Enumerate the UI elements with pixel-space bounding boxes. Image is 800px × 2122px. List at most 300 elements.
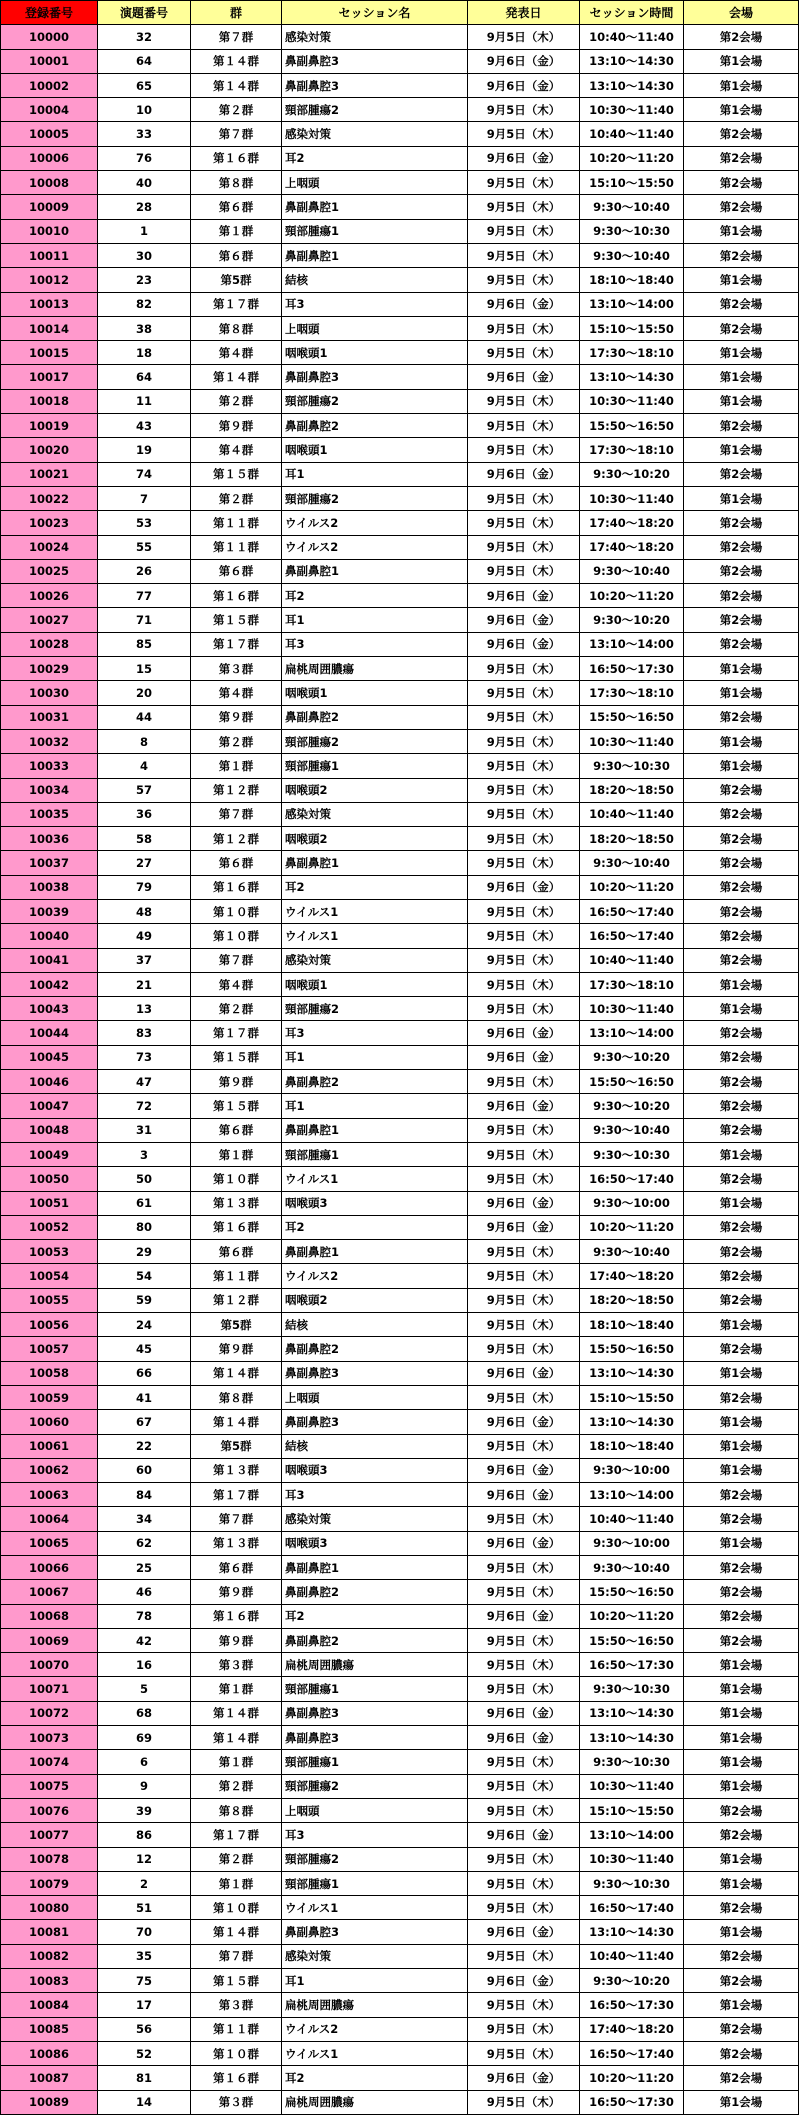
session-name-cell[interactable]: ウイルス1 <box>282 2041 468 2065</box>
session-name-cell[interactable]: 咽喉頭2 <box>282 827 468 851</box>
registration-number-cell[interactable]: 10073 <box>1 1726 98 1750</box>
registration-number-cell[interactable]: 10010 <box>1 219 98 243</box>
session-name-cell[interactable]: 咽喉頭1 <box>282 681 468 705</box>
abstract-number-cell[interactable]: 20 <box>98 681 191 705</box>
venue-cell[interactable]: 第1会場 <box>684 657 799 681</box>
registration-number-cell[interactable]: 10087 <box>1 2066 98 2090</box>
abstract-number-cell[interactable]: 52 <box>98 2041 191 2065</box>
presentation-date-cell[interactable]: 9月5日（木） <box>468 1313 580 1337</box>
session-time-cell[interactable]: 9:30～10:40 <box>580 1556 684 1580</box>
presentation-date-cell[interactable]: 9月5日（木） <box>468 802 580 826</box>
presentation-date-cell[interactable]: 9月6日（金） <box>468 875 580 899</box>
session-time-cell[interactable]: 9:30～10:00 <box>580 1191 684 1215</box>
session-name-cell[interactable]: ウイルス2 <box>282 2017 468 2041</box>
registration-number-cell[interactable]: 10045 <box>1 1045 98 1069</box>
session-name-cell[interactable]: 扁桃周囲膿瘍 <box>282 1993 468 2017</box>
registration-number-cell[interactable]: 10038 <box>1 875 98 899</box>
abstract-number-cell[interactable]: 36 <box>98 802 191 826</box>
presentation-date-cell[interactable]: 9月5日（木） <box>468 729 580 753</box>
session-time-cell[interactable]: 10:30～11:40 <box>580 1774 684 1798</box>
session-name-cell[interactable]: 耳3 <box>282 292 468 316</box>
abstract-number-cell[interactable]: 83 <box>98 1021 191 1045</box>
venue-cell[interactable]: 第1会場 <box>684 1410 799 1434</box>
session-time-cell[interactable]: 10:40～11:40 <box>580 1507 684 1531</box>
abstract-number-cell[interactable]: 26 <box>98 559 191 583</box>
registration-number-cell[interactable]: 10061 <box>1 1434 98 1458</box>
venue-cell[interactable]: 第1会場 <box>684 268 799 292</box>
presentation-date-cell[interactable]: 9月6日（金） <box>468 1701 580 1725</box>
group-cell[interactable]: 第４群 <box>191 438 282 462</box>
presentation-date-cell[interactable]: 9月6日（金） <box>468 1021 580 1045</box>
session-time-cell[interactable]: 10:30～11:40 <box>580 1847 684 1871</box>
abstract-number-cell[interactable]: 29 <box>98 1240 191 1264</box>
presentation-date-cell[interactable]: 9月6日（金） <box>468 584 580 608</box>
group-cell[interactable]: 第１１群 <box>191 1264 282 1288</box>
group-cell[interactable]: 第１群 <box>191 219 282 243</box>
venue-cell[interactable]: 第2会場 <box>684 948 799 972</box>
venue-cell[interactable]: 第1会場 <box>684 49 799 73</box>
venue-cell[interactable]: 第1会場 <box>684 1774 799 1798</box>
abstract-number-cell[interactable]: 30 <box>98 243 191 267</box>
registration-number-cell[interactable]: 10041 <box>1 948 98 972</box>
venue-cell[interactable]: 第1会場 <box>684 1920 799 1944</box>
session-name-cell[interactable]: ウイルス2 <box>282 511 468 535</box>
presentation-date-cell[interactable]: 9月5日（木） <box>468 1240 580 1264</box>
presentation-date-cell[interactable]: 9月5日（木） <box>468 1118 580 1142</box>
session-time-cell[interactable]: 10:30～11:40 <box>580 98 684 122</box>
abstract-number-cell[interactable]: 10 <box>98 98 191 122</box>
session-name-cell[interactable]: 鼻副鼻腔3 <box>282 365 468 389</box>
session-time-cell[interactable]: 18:20～18:50 <box>580 827 684 851</box>
venue-cell[interactable]: 第1会場 <box>684 754 799 778</box>
abstract-number-cell[interactable]: 39 <box>98 1798 191 1822</box>
registration-number-cell[interactable]: 10075 <box>1 1774 98 1798</box>
registration-number-cell[interactable]: 10059 <box>1 1385 98 1409</box>
abstract-number-cell[interactable]: 17 <box>98 1993 191 2017</box>
venue-cell[interactable]: 第2会場 <box>684 414 799 438</box>
presentation-date-cell[interactable]: 9月5日（木） <box>468 778 580 802</box>
venue-cell[interactable]: 第2会場 <box>684 146 799 170</box>
session-time-cell[interactable]: 17:40～18:20 <box>580 511 684 535</box>
abstract-number-cell[interactable]: 67 <box>98 1410 191 1434</box>
venue-cell[interactable]: 第2会場 <box>684 1944 799 1968</box>
presentation-date-cell[interactable]: 9月5日（木） <box>468 414 580 438</box>
venue-cell[interactable]: 第2会場 <box>684 559 799 583</box>
presentation-date-cell[interactable]: 9月5日（木） <box>468 972 580 996</box>
venue-cell[interactable]: 第1会場 <box>684 486 799 510</box>
abstract-number-cell[interactable]: 28 <box>98 195 191 219</box>
session-time-cell[interactable]: 16:50～17:30 <box>580 1993 684 2017</box>
session-time-cell[interactable]: 13:10～14:00 <box>580 1483 684 1507</box>
group-cell[interactable]: 第９群 <box>191 1580 282 1604</box>
registration-number-cell[interactable]: 10083 <box>1 1969 98 1993</box>
registration-number-cell[interactable]: 10047 <box>1 1094 98 1118</box>
session-name-cell[interactable]: 耳3 <box>282 632 468 656</box>
session-name-cell[interactable]: 頸部腫瘍1 <box>282 1142 468 1166</box>
registration-number-cell[interactable]: 10071 <box>1 1677 98 1701</box>
venue-cell[interactable]: 第2会場 <box>684 1823 799 1847</box>
presentation-date-cell[interactable]: 9月5日（木） <box>468 1774 580 1798</box>
presentation-date-cell[interactable]: 9月5日（木） <box>468 1385 580 1409</box>
session-time-cell[interactable]: 17:40～18:20 <box>580 2017 684 2041</box>
abstract-number-cell[interactable]: 24 <box>98 1313 191 1337</box>
group-cell[interactable]: 第１１群 <box>191 535 282 559</box>
session-time-cell[interactable]: 10:30～11:40 <box>580 729 684 753</box>
abstract-number-cell[interactable]: 42 <box>98 1628 191 1652</box>
venue-cell[interactable]: 第2会場 <box>684 243 799 267</box>
abstract-number-cell[interactable]: 61 <box>98 1191 191 1215</box>
presentation-date-cell[interactable]: 9月6日（金） <box>468 49 580 73</box>
session-name-cell[interactable]: 頸部腫瘍2 <box>282 486 468 510</box>
registration-number-cell[interactable]: 10055 <box>1 1288 98 1312</box>
registration-number-cell[interactable]: 10074 <box>1 1750 98 1774</box>
presentation-date-cell[interactable]: 9月6日（金） <box>468 1215 580 1239</box>
presentation-date-cell[interactable]: 9月5日（木） <box>468 1434 580 1458</box>
registration-number-cell[interactable]: 10069 <box>1 1628 98 1652</box>
group-cell[interactable]: 第８群 <box>191 1798 282 1822</box>
venue-cell[interactable]: 第2会場 <box>684 1507 799 1531</box>
session-time-cell[interactable]: 16:50～17:40 <box>580 899 684 923</box>
abstract-number-cell[interactable]: 34 <box>98 1507 191 1531</box>
venue-cell[interactable]: 第1会場 <box>684 1847 799 1871</box>
registration-number-cell[interactable]: 10012 <box>1 268 98 292</box>
registration-number-cell[interactable]: 10009 <box>1 195 98 219</box>
venue-cell[interactable]: 第1会場 <box>684 438 799 462</box>
registration-number-cell[interactable]: 10033 <box>1 754 98 778</box>
presentation-date-cell[interactable]: 9月5日（木） <box>468 25 580 49</box>
registration-number-cell[interactable]: 10082 <box>1 1944 98 1968</box>
venue-cell[interactable]: 第2会場 <box>684 778 799 802</box>
group-cell[interactable]: 第１６群 <box>191 584 282 608</box>
group-cell[interactable]: 第１５群 <box>191 462 282 486</box>
abstract-number-cell[interactable]: 62 <box>98 1531 191 1555</box>
registration-number-cell[interactable]: 10019 <box>1 414 98 438</box>
session-time-cell[interactable]: 18:20～18:50 <box>580 778 684 802</box>
group-cell[interactable]: 第１５群 <box>191 1969 282 1993</box>
session-time-cell[interactable]: 13:10～14:30 <box>580 49 684 73</box>
session-name-cell[interactable]: 扁桃周囲膿瘍 <box>282 657 468 681</box>
registration-number-cell[interactable]: 10066 <box>1 1556 98 1580</box>
registration-number-cell[interactable]: 10079 <box>1 1871 98 1895</box>
presentation-date-cell[interactable]: 9月5日（木） <box>468 122 580 146</box>
presentation-date-cell[interactable]: 9月5日（木） <box>468 924 580 948</box>
group-cell[interactable]: 第４群 <box>191 681 282 705</box>
venue-cell[interactable]: 第1会場 <box>684 1677 799 1701</box>
abstract-number-cell[interactable]: 50 <box>98 1167 191 1191</box>
abstract-number-cell[interactable]: 60 <box>98 1458 191 1482</box>
registration-number-cell[interactable]: 10025 <box>1 559 98 583</box>
session-name-cell[interactable]: 鼻副鼻腔3 <box>282 49 468 73</box>
abstract-number-cell[interactable]: 7 <box>98 486 191 510</box>
presentation-date-cell[interactable]: 9月6日（金） <box>468 1531 580 1555</box>
group-cell[interactable]: 第１０群 <box>191 2041 282 2065</box>
registration-number-cell[interactable]: 10000 <box>1 25 98 49</box>
session-time-cell[interactable]: 9:30～10:40 <box>580 1118 684 1142</box>
session-time-cell[interactable]: 15:50～16:50 <box>580 1628 684 1652</box>
presentation-date-cell[interactable]: 9月5日（木） <box>468 389 580 413</box>
presentation-date-cell[interactable]: 9月5日（木） <box>468 98 580 122</box>
session-time-cell[interactable]: 15:50～16:50 <box>580 1070 684 1094</box>
registration-number-cell[interactable]: 10034 <box>1 778 98 802</box>
presentation-date-cell[interactable]: 9月5日（木） <box>468 511 580 535</box>
session-name-cell[interactable]: 咽喉頭1 <box>282 972 468 996</box>
registration-number-cell[interactable]: 10070 <box>1 1653 98 1677</box>
session-name-cell[interactable]: 感染対策 <box>282 25 468 49</box>
abstract-number-cell[interactable]: 11 <box>98 389 191 413</box>
group-cell[interactable]: 第１２群 <box>191 1288 282 1312</box>
session-name-cell[interactable]: 耳2 <box>282 875 468 899</box>
session-time-cell[interactable]: 13:10～14:30 <box>580 1701 684 1725</box>
session-name-cell[interactable]: 鼻副鼻腔3 <box>282 1726 468 1750</box>
venue-cell[interactable]: 第2会場 <box>684 1896 799 1920</box>
group-cell[interactable]: 第１７群 <box>191 632 282 656</box>
abstract-number-cell[interactable]: 64 <box>98 365 191 389</box>
session-name-cell[interactable]: 頸部腫瘍1 <box>282 219 468 243</box>
presentation-date-cell[interactable]: 9月5日（木） <box>468 1337 580 1361</box>
session-name-cell[interactable]: 鼻副鼻腔1 <box>282 559 468 583</box>
group-cell[interactable]: 第5群 <box>191 268 282 292</box>
session-name-cell[interactable]: 咽喉頭3 <box>282 1191 468 1215</box>
group-cell[interactable]: 第１７群 <box>191 1823 282 1847</box>
registration-number-cell[interactable]: 10014 <box>1 316 98 340</box>
presentation-date-cell[interactable]: 9月5日（木） <box>468 2041 580 2065</box>
registration-number-cell[interactable]: 10001 <box>1 49 98 73</box>
presentation-date-cell[interactable]: 9月5日（木） <box>468 1070 580 1094</box>
group-cell[interactable]: 第１０群 <box>191 899 282 923</box>
group-cell[interactable]: 第９群 <box>191 1337 282 1361</box>
registration-number-cell[interactable]: 10032 <box>1 729 98 753</box>
session-name-cell[interactable]: 結核 <box>282 1434 468 1458</box>
session-name-cell[interactable]: 耳1 <box>282 608 468 632</box>
group-cell[interactable]: 第９群 <box>191 1070 282 1094</box>
session-name-cell[interactable]: 鼻副鼻腔3 <box>282 1361 468 1385</box>
group-cell[interactable]: 第１４群 <box>191 73 282 97</box>
presentation-date-cell[interactable]: 9月5日（木） <box>468 1288 580 1312</box>
group-cell[interactable]: 第１６群 <box>191 875 282 899</box>
session-time-cell[interactable]: 16:50～17:40 <box>580 1896 684 1920</box>
abstract-number-cell[interactable]: 35 <box>98 1944 191 1968</box>
abstract-number-cell[interactable]: 13 <box>98 997 191 1021</box>
venue-cell[interactable]: 第2会場 <box>684 1240 799 1264</box>
abstract-number-cell[interactable]: 71 <box>98 608 191 632</box>
session-time-cell[interactable]: 15:50～16:50 <box>580 1337 684 1361</box>
group-cell[interactable]: 第１７群 <box>191 292 282 316</box>
venue-cell[interactable]: 第1会場 <box>684 1531 799 1555</box>
venue-cell[interactable]: 第2会場 <box>684 851 799 875</box>
venue-cell[interactable]: 第1会場 <box>684 1726 799 1750</box>
presentation-date-cell[interactable]: 9月6日（金） <box>468 1045 580 1069</box>
registration-number-cell[interactable]: 10057 <box>1 1337 98 1361</box>
registration-number-cell[interactable]: 10080 <box>1 1896 98 1920</box>
venue-cell[interactable]: 第2会場 <box>684 1604 799 1628</box>
presentation-date-cell[interactable]: 9月6日（金） <box>468 1920 580 1944</box>
session-time-cell[interactable]: 9:30～10:30 <box>580 1750 684 1774</box>
venue-cell[interactable]: 第2会場 <box>684 195 799 219</box>
group-cell[interactable]: 第5群 <box>191 1434 282 1458</box>
abstract-number-cell[interactable]: 40 <box>98 171 191 195</box>
group-cell[interactable]: 第８群 <box>191 316 282 340</box>
group-cell[interactable]: 第７群 <box>191 1507 282 1531</box>
abstract-number-cell[interactable]: 23 <box>98 268 191 292</box>
registration-number-cell[interactable]: 10048 <box>1 1118 98 1142</box>
session-time-cell[interactable]: 9:30～10:30 <box>580 1142 684 1166</box>
presentation-date-cell[interactable]: 9月5日（木） <box>468 243 580 267</box>
abstract-number-cell[interactable]: 51 <box>98 1896 191 1920</box>
session-time-cell[interactable]: 16:50～17:40 <box>580 924 684 948</box>
session-name-cell[interactable]: 頸部腫瘍1 <box>282 754 468 778</box>
group-cell[interactable]: 第６群 <box>191 1240 282 1264</box>
group-cell[interactable]: 第１群 <box>191 754 282 778</box>
session-time-cell[interactable]: 13:10～14:30 <box>580 365 684 389</box>
session-name-cell[interactable]: 鼻副鼻腔1 <box>282 851 468 875</box>
abstract-number-cell[interactable]: 79 <box>98 875 191 899</box>
registration-number-cell[interactable]: 10036 <box>1 827 98 851</box>
session-name-cell[interactable]: 鼻副鼻腔2 <box>282 1628 468 1652</box>
registration-number-cell[interactable]: 10051 <box>1 1191 98 1215</box>
registration-number-cell[interactable]: 10029 <box>1 657 98 681</box>
venue-cell[interactable]: 第1会場 <box>684 365 799 389</box>
group-cell[interactable]: 第７群 <box>191 1944 282 1968</box>
session-time-cell[interactable]: 15:50～16:50 <box>580 1580 684 1604</box>
venue-cell[interactable]: 第1会場 <box>684 1458 799 1482</box>
registration-number-cell[interactable]: 10052 <box>1 1215 98 1239</box>
group-cell[interactable]: 第９群 <box>191 705 282 729</box>
session-time-cell[interactable]: 9:30～10:40 <box>580 559 684 583</box>
session-name-cell[interactable]: 頸部腫瘍2 <box>282 729 468 753</box>
session-time-cell[interactable]: 17:30～18:10 <box>580 438 684 462</box>
registration-number-cell[interactable]: 10081 <box>1 1920 98 1944</box>
registration-number-cell[interactable]: 10065 <box>1 1531 98 1555</box>
abstract-number-cell[interactable]: 3 <box>98 1142 191 1166</box>
abstract-number-cell[interactable]: 73 <box>98 1045 191 1069</box>
session-time-cell[interactable]: 9:30～10:20 <box>580 1094 684 1118</box>
presentation-date-cell[interactable]: 9月5日（木） <box>468 899 580 923</box>
group-cell[interactable]: 第１０群 <box>191 1896 282 1920</box>
presentation-date-cell[interactable]: 9月5日（木） <box>468 559 580 583</box>
session-name-cell[interactable]: 耳2 <box>282 1604 468 1628</box>
session-name-cell[interactable]: 咽喉頭2 <box>282 1288 468 1312</box>
session-name-cell[interactable]: 咽喉頭2 <box>282 778 468 802</box>
group-cell[interactable]: 第７群 <box>191 25 282 49</box>
session-time-cell[interactable]: 9:30～10:30 <box>580 754 684 778</box>
group-cell[interactable]: 第１３群 <box>191 1531 282 1555</box>
abstract-number-cell[interactable]: 33 <box>98 122 191 146</box>
venue-cell[interactable]: 第2会場 <box>684 1021 799 1045</box>
group-cell[interactable]: 第３群 <box>191 2090 282 2114</box>
group-cell[interactable]: 第１６群 <box>191 146 282 170</box>
venue-cell[interactable]: 第1会場 <box>684 73 799 97</box>
session-name-cell[interactable]: 扁桃周囲膿瘍 <box>282 1653 468 1677</box>
session-name-cell[interactable]: 鼻副鼻腔1 <box>282 195 468 219</box>
abstract-number-cell[interactable]: 86 <box>98 1823 191 1847</box>
abstract-number-cell[interactable]: 14 <box>98 2090 191 2114</box>
session-name-cell[interactable]: 鼻副鼻腔3 <box>282 1701 468 1725</box>
session-time-cell[interactable]: 13:10～14:30 <box>580 1361 684 1385</box>
group-cell[interactable]: 第１０群 <box>191 1167 282 1191</box>
registration-number-cell[interactable]: 10020 <box>1 438 98 462</box>
session-time-cell[interactable]: 16:50～17:30 <box>580 1653 684 1677</box>
session-name-cell[interactable]: 耳1 <box>282 1094 468 1118</box>
header-abstract-number[interactable]: 演題番号 <box>98 1 191 25</box>
presentation-date-cell[interactable]: 9月5日（木） <box>468 681 580 705</box>
presentation-date-cell[interactable]: 9月5日（木） <box>468 705 580 729</box>
venue-cell[interactable]: 第2会場 <box>684 1045 799 1069</box>
presentation-date-cell[interactable]: 9月5日（木） <box>468 1750 580 1774</box>
session-name-cell[interactable]: 鼻副鼻腔3 <box>282 73 468 97</box>
venue-cell[interactable]: 第2会場 <box>684 292 799 316</box>
session-time-cell[interactable]: 15:10～15:50 <box>580 1385 684 1409</box>
session-name-cell[interactable]: 耳3 <box>282 1021 468 1045</box>
venue-cell[interactable]: 第2会場 <box>684 1288 799 1312</box>
abstract-number-cell[interactable]: 46 <box>98 1580 191 1604</box>
session-time-cell[interactable]: 9:30～10:20 <box>580 608 684 632</box>
venue-cell[interactable]: 第2会場 <box>684 1264 799 1288</box>
group-cell[interactable]: 第６群 <box>191 195 282 219</box>
session-name-cell[interactable]: 頸部腫瘍2 <box>282 98 468 122</box>
session-time-cell[interactable]: 15:50～16:50 <box>580 705 684 729</box>
presentation-date-cell[interactable]: 9月5日（木） <box>468 1507 580 1531</box>
group-cell[interactable]: 第９群 <box>191 414 282 438</box>
presentation-date-cell[interactable]: 9月5日（木） <box>468 1628 580 1652</box>
session-name-cell[interactable]: 頸部腫瘍1 <box>282 1677 468 1701</box>
registration-number-cell[interactable]: 10013 <box>1 292 98 316</box>
venue-cell[interactable]: 第1会場 <box>684 2090 799 2114</box>
group-cell[interactable]: 第２群 <box>191 1847 282 1871</box>
session-name-cell[interactable]: 鼻副鼻腔1 <box>282 1240 468 1264</box>
abstract-number-cell[interactable]: 58 <box>98 827 191 851</box>
presentation-date-cell[interactable]: 9月5日（木） <box>468 1556 580 1580</box>
group-cell[interactable]: 第１４群 <box>191 1410 282 1434</box>
venue-cell[interactable]: 第2会場 <box>684 1628 799 1652</box>
session-time-cell[interactable]: 13:10～14:00 <box>580 1021 684 1045</box>
group-cell[interactable]: 第２群 <box>191 389 282 413</box>
venue-cell[interactable]: 第1会場 <box>684 1142 799 1166</box>
session-name-cell[interactable]: 鼻副鼻腔2 <box>282 1070 468 1094</box>
session-time-cell[interactable]: 9:30～10:00 <box>580 1458 684 1482</box>
session-time-cell[interactable]: 13:10～14:00 <box>580 292 684 316</box>
group-cell[interactable]: 第１５群 <box>191 1094 282 1118</box>
group-cell[interactable]: 第６群 <box>191 1556 282 1580</box>
session-name-cell[interactable]: 咽喉頭3 <box>282 1531 468 1555</box>
abstract-number-cell[interactable]: 85 <box>98 632 191 656</box>
session-time-cell[interactable]: 9:30～10:30 <box>580 219 684 243</box>
venue-cell[interactable]: 第2会場 <box>684 1167 799 1191</box>
presentation-date-cell[interactable]: 9月5日（木） <box>468 754 580 778</box>
session-time-cell[interactable]: 17:30～18:10 <box>580 972 684 996</box>
presentation-date-cell[interactable]: 9月5日（木） <box>468 268 580 292</box>
registration-number-cell[interactable]: 10050 <box>1 1167 98 1191</box>
presentation-date-cell[interactable]: 9月6日（金） <box>468 2066 580 2090</box>
registration-number-cell[interactable]: 10017 <box>1 365 98 389</box>
registration-number-cell[interactable]: 10056 <box>1 1313 98 1337</box>
group-cell[interactable]: 第７群 <box>191 802 282 826</box>
group-cell[interactable]: 第１群 <box>191 1677 282 1701</box>
venue-cell[interactable]: 第2会場 <box>684 1580 799 1604</box>
presentation-date-cell[interactable]: 9月5日（木） <box>468 948 580 972</box>
session-name-cell[interactable]: 鼻副鼻腔3 <box>282 1920 468 1944</box>
abstract-number-cell[interactable]: 49 <box>98 924 191 948</box>
group-cell[interactable]: 第１４群 <box>191 1726 282 1750</box>
session-name-cell[interactable]: 耳3 <box>282 1823 468 1847</box>
session-name-cell[interactable]: 結核 <box>282 268 468 292</box>
group-cell[interactable]: 第１７群 <box>191 1021 282 1045</box>
abstract-number-cell[interactable]: 43 <box>98 414 191 438</box>
session-time-cell[interactable]: 10:20～11:20 <box>580 2066 684 2090</box>
abstract-number-cell[interactable]: 27 <box>98 851 191 875</box>
registration-number-cell[interactable]: 10064 <box>1 1507 98 1531</box>
venue-cell[interactable]: 第1会場 <box>684 972 799 996</box>
session-time-cell[interactable]: 9:30～10:30 <box>580 1871 684 1895</box>
